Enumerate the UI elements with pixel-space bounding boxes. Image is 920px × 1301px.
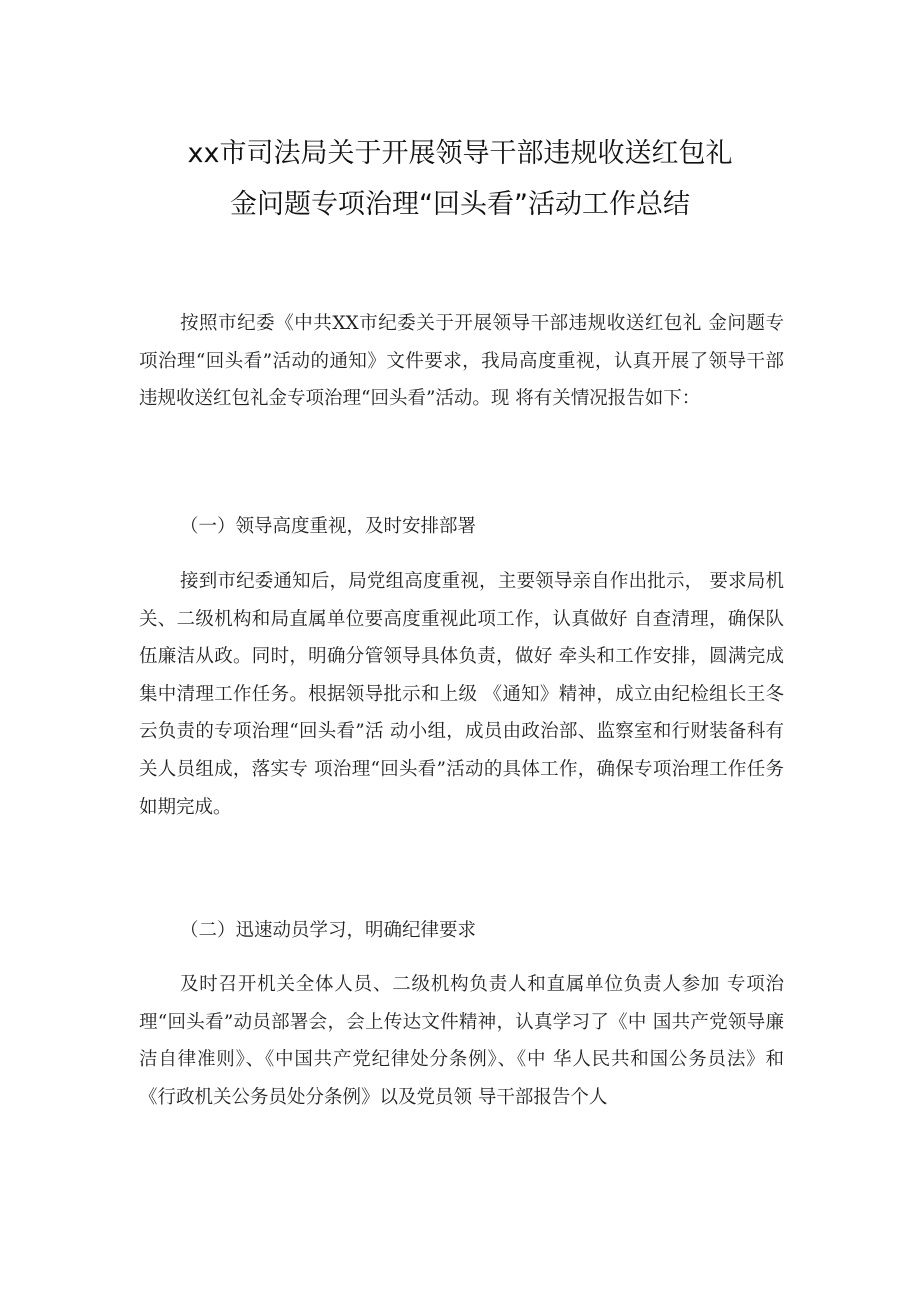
section-2-heading: （二）迅速动员学习，明确纪律要求 [180, 920, 477, 941]
intro-paragraph: 按照市纪委《中共XX市纪委关于开展领导干部违规收送红包礼 金问题专项治理“回头看”活动的通知》文件要求，我局高度重视，认真开展了领导干部违规收送红包礼金专项治理“回头看”活动。现 将有关情况报告如下： [139, 313, 784, 410]
section-2-paragraph: 及时召开机关全体人员、二级机构负责人和直属单位负责人参加 专项治理“回头看”动员部署会，会上传达文件精神，认真学习了《中 国共产党领导廉洁自律准则》、《中国共产党纪律处分条例》、《中 华人民共和国公务员法》和《行政机关公务员处分条例》以及党员领 导干部报告个人 [139, 974, 784, 1108]
document-title-line-2: 金问题专项治理“回头看”活动工作总结 [230, 189, 690, 220]
section-1-heading: （一）领导高度重视，及时安排部署 [180, 516, 477, 537]
section-1-paragraph: 接到市纪委通知后，局党组高度重视，主要领导亲自作出批示， 要求局机关、二级机构和局直属单位要高度重视此项工作，认真做好 自查清理，确保队伍廉洁从政。同时，明确分管领导具体负责，做好 牵头和工作安排，圆满完成集中清理工作任务。根据领导批示和上级 《通知》精神，成立由纪检组长王冬云负责的专项治理“回头看”活 动小组，成员由政治部、监察室和行财装备科有关人员组成，落实专 项治理“回头看”活动的具体工作，确保专项治理工作任务如期完成。 [139, 571, 784, 818]
document-title-line-1: xx市司法局关于开展领导干部违规收送红包礼 [187, 138, 733, 169]
